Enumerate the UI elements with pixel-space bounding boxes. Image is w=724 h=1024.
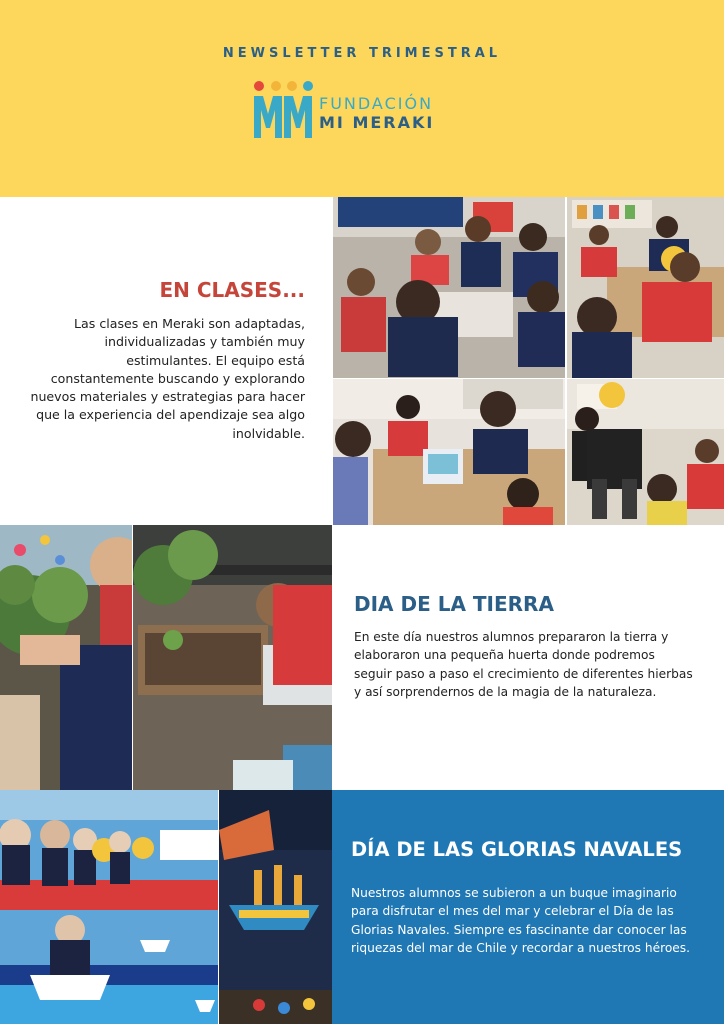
- photo-classroom-floor: [333, 197, 565, 378]
- logo-line-mi-meraki: MI MERAKI: [319, 113, 435, 132]
- photo-classroom-group: [567, 379, 724, 525]
- fundacion-logo: [252, 80, 452, 142]
- en-clases-body: Las clases en Meraki son adaptadas, individualizadas y también muy estimulantes. El equipo está constantemente buscando y explorando nuevos materiales y estrategias para hacer que la experiencia del apendizaje sea algo inolvidable.: [30, 316, 305, 441]
- newsletter-kicker: NEWSLETTER TRIMESTRAL: [222, 46, 502, 61]
- glorias-navales-body: Nuestros alumnos se subieron a un buque imaginario para disfrutar el mes del mar y celebrar el Día de las Glorias Navales. Siempre es fascinante dar conocer las riquezas del mar de Chile y recordar a nuestros héroes.: [351, 886, 691, 955]
- newsletter-header: [0, 0, 724, 197]
- photo-garden-bed: [133, 525, 332, 790]
- photo-navy-mural: [0, 790, 218, 1024]
- dia-tierra-title: DIA DE LA TIERRA: [354, 592, 554, 616]
- photo-classroom-teacher: [333, 379, 565, 525]
- meraki-logo-icon: [252, 80, 314, 140]
- photo-garden-planting: [0, 525, 132, 790]
- en-clases-title: EN CLASES...: [159, 278, 305, 302]
- glorias-navales-title: DÍA DE LAS GLORIAS NAVALES: [351, 838, 683, 861]
- photo-ship-craft: [219, 790, 332, 1024]
- photo-classroom-table: [567, 197, 724, 378]
- dia-tierra-body: En este día nuestros alumnos prepararon la tierra y elaboraron una pequeña huerta donde podremos seguir paso a paso el crecimiento de diferentes hierbas y así sorprendernos de la magia de la naturaleza.: [354, 630, 693, 699]
- logo-line-fundacion: FUNDACIÓN: [319, 94, 434, 113]
